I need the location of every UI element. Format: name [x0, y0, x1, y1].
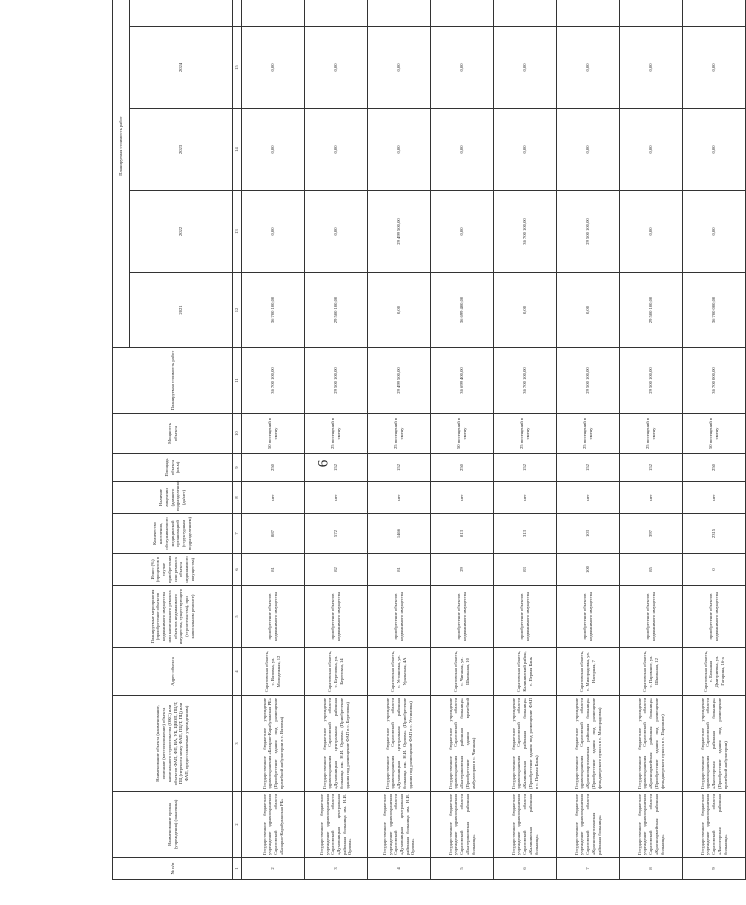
cell-2021: 36 700 000,00 [683, 273, 746, 348]
cell-object: Государственное бюджетное учреждение здравоохранения Саратовской области «Красноармейская районная больница» (Приобретение здания под размещение фельдшерского пункта в с. Паромное) [620, 696, 683, 792]
cell-2021: 0,00 [494, 273, 557, 348]
cell-population: 2315 [683, 514, 746, 554]
cell-2025 [683, 0, 746, 27]
cell-2024: 0,00 [368, 27, 431, 109]
index-cell: 15 [233, 27, 242, 109]
index-cell: 11 [233, 348, 242, 414]
index-cell: 12 [233, 273, 242, 348]
table-row [620, 0, 683, 880]
table-row [242, 0, 305, 880]
cell-wear: 83 [494, 554, 557, 586]
cell-cost: 36 700 000,00 [683, 348, 746, 414]
header-purchase: Планируемые мероприятия (приобретение объектов недвижимого имущества или капитального ремонта объектов недвижимого имущества, существующего (строительства), при капитальном ремонте) [113, 586, 233, 648]
cell-area: 152 [368, 454, 431, 482]
table-row [683, 0, 746, 880]
cell-2021: 29 500 100,00 [305, 273, 368, 348]
header-wear: Износ (%) (процентов в случае приобретения или ремонта объекта недвижимого имущества) [113, 554, 233, 586]
cell-2024: 0,00 [557, 27, 620, 109]
cell-customer: Государственное бюджетное учреждение здравоохранения Саратовской области «Базарно-Карабулакская РБ» [242, 792, 305, 858]
cell-2023: 0,00 [557, 109, 620, 191]
cell-2024: 0,00 [494, 27, 557, 109]
header-planned-group: Планируемая стоимость работ [113, 0, 130, 348]
cell-2025 [305, 0, 368, 27]
index-cell [233, 0, 242, 27]
header-year-2021: 2021 [130, 273, 233, 348]
column-index-row [233, 0, 242, 880]
cell-number: 3 [305, 858, 368, 880]
rotated-table-container [112, 25, 728, 880]
cell-2025 [620, 0, 683, 27]
index-cell: 3 [233, 696, 242, 792]
cell-cost: 36 700 100,00 [494, 348, 557, 414]
cell-2023: 0,00 [368, 109, 431, 191]
cell-address: Саратовская область, с. Устиновка, ул. Уральская, 4А [368, 648, 431, 696]
header-area: Площадь объекта (кв.м) [113, 454, 233, 482]
table-row [368, 0, 431, 880]
cell-license: нет [620, 482, 683, 514]
cell-address: Саратовская область, с. Милорадовка, ул. Нагорная, 7 [557, 648, 620, 696]
cell-2025 [368, 0, 431, 27]
header-year-2024: 2024 [130, 27, 233, 109]
cell-2025 [557, 0, 620, 27]
table-row [431, 0, 494, 880]
header-number: № п/п [113, 858, 233, 880]
cell-2023: 0,00 [683, 109, 746, 191]
cell-area: 152 [557, 454, 620, 482]
cell-2023: 0,00 [620, 109, 683, 191]
cell-cost: 29 500 100,00 [305, 348, 368, 414]
cell-license: нет [494, 482, 557, 514]
cell-license: нет [242, 482, 305, 514]
header-customer: Наименование органа (учреждения) (заказчика) [113, 792, 233, 858]
index-cell: 5 [233, 586, 242, 648]
cell-number: 8 [620, 858, 683, 880]
cell-2022: 0,00 [242, 191, 305, 273]
header-population: Количество населения, обслуживаемого медицинской организацией (структурным подразделением) [113, 514, 233, 554]
header-license: Наличие лицензии (давшего подразделения) (да/нет) [113, 482, 233, 514]
index-cell: 14 [233, 109, 242, 191]
cell-2023: 0,00 [431, 109, 494, 191]
cell-license: нет [368, 482, 431, 514]
cell-cost: 36 700 100,00 [242, 348, 305, 414]
cell-customer: Государственное бюджетное учреждение здравоохранения Саратовской области «Калининская районная больница» [494, 792, 557, 858]
cell-customer: Государственное бюджетное учреждение здравоохранения Саратовской области «Лысогорская районная больница» [683, 792, 746, 858]
cell-license: нет [557, 482, 620, 514]
cell-area: 250 [683, 454, 746, 482]
cell-population: 103 [557, 514, 620, 554]
cell-object: Государственное бюджетное учреждение здравоохранения Саратовской области «Духовницкая центральная районная больница им. Н.И. Орлова» (Приобретение здания под размещение ФАП в с. Устиновка) [368, 696, 431, 792]
cell-purchase: приобретение объектов недвижимого имущества [305, 586, 368, 648]
cell-2025 [242, 0, 305, 27]
cell-cost: 29 500 100,00 [557, 348, 620, 414]
cell-address: Саратовская область, с. Чиганак, ул. Школьная, 10 [431, 648, 494, 696]
cell-wear: 85 [620, 554, 683, 586]
cell-number: 4 [368, 858, 431, 880]
cell-capacity: 50 посещений в смену [242, 414, 305, 454]
index-cell: 7 [233, 514, 242, 554]
cell-object: Государственное бюджетное учреждение здравоохранения «Базарно-Карабулакская РБ» (Приобретение здания под размещение врачебной амбулатории в с. Вязовка) [242, 696, 305, 792]
cell-2022: 36 700 100,00 [494, 191, 557, 273]
cell-address: Саратовская область, с. Паромное, ул. Школьная, 12 [620, 648, 683, 696]
cell-area: 152 [494, 454, 557, 482]
index-cell: 6 [233, 554, 242, 586]
cell-2024: 0,00 [683, 27, 746, 109]
header-row-1 [113, 0, 130, 880]
cell-purchase: приобретение объектов недвижимого имущества [368, 586, 431, 648]
cell-wear: 81 [368, 554, 431, 586]
header-year-2022: 2022 [130, 191, 233, 273]
cell-population: 397 [620, 514, 683, 554]
cell-2023: 0,00 [494, 109, 557, 191]
cell-2022: 0,00 [431, 191, 494, 273]
cell-capacity: 25 посещений в смену [305, 414, 368, 454]
cell-customer: Государственное бюджетное учреждение здравоохранения Саратовской области «Краснопартизанская районная больница» [557, 792, 620, 858]
header-year-2025 [130, 0, 233, 27]
cell-customer: Государственное бюджетное учреждение здравоохранения Саратовской области «Екатериновская районная больница» [431, 792, 494, 858]
cell-2021: 29 500 100,00 [620, 273, 683, 348]
cell-area: 152 [305, 454, 368, 482]
cell-2023: 0,00 [242, 109, 305, 191]
cell-cost: 36 699 400,00 [431, 348, 494, 414]
cell-2022: 0,00 [620, 191, 683, 273]
cell-2023: 0,00 [305, 109, 368, 191]
cell-number: 5 [431, 858, 494, 880]
cell-population: 1466 [368, 514, 431, 554]
cell-license: нет [683, 482, 746, 514]
cell-number: 2 [242, 858, 305, 880]
cell-number: 6 [494, 858, 557, 880]
table-row [557, 0, 620, 880]
index-cell: 10 [233, 414, 242, 454]
cell-area: 250 [431, 454, 494, 482]
index-cell: 4 [233, 648, 242, 696]
cell-2021: 0,00 [368, 273, 431, 348]
cell-population: 313 [494, 514, 557, 554]
cell-area: 152 [620, 454, 683, 482]
cell-2025 [431, 0, 494, 27]
cell-2022: 0,00 [683, 191, 746, 273]
cell-purchase: приобретение объектов недвижимого имущества [494, 586, 557, 648]
cell-object: Государственное бюджетное учреждение здравоохранения Саратовской области «Екатериновская районная больница» (Приобретение здания врачебной амбулатории в с. Чиганак) [431, 696, 494, 792]
cell-purchase: приобретение объектов недвижимого имущества [431, 586, 494, 648]
cell-2025 [494, 0, 557, 27]
cell-customer: Государственное бюджетное учреждение здравоохранения Саратовской области «Красноармейская районная больница» [620, 792, 683, 858]
index-cell: 2 [233, 792, 242, 858]
cell-capacity: 25 посещений в смену [494, 414, 557, 454]
header-object: Наименование объекта (наименование, описание (местоположение) объекта капитального строительства (ОКС) или объектов ФАП, ФП, ВА, УБ, ЦВОП, ПЦ/Т, ПЦ (переноса межу ФАП, ПЦ/Т, ПЦ) или ФАП, предоставляемые учреждениям) [113, 696, 233, 792]
cell-2024: 0,00 [431, 27, 494, 109]
cell-purchase: приобретение объектов недвижимого имущества [620, 586, 683, 648]
cell-capacity: 50 посещений в смену [683, 414, 746, 454]
cell-purchase: приобретение объектов недвижимого имущества [683, 586, 746, 648]
cell-object: Государственное бюджетное учреждение здравоохранения Саратовской области «Лысогорская районная больница» (Приобретение здания под размещение врачебной амбулатории) [683, 696, 746, 792]
cell-number: 7 [557, 858, 620, 880]
cell-wear: 29 [431, 554, 494, 586]
cell-wear: 0 [683, 554, 746, 586]
cell-capacity: 25 посещений в смену [368, 414, 431, 454]
cell-area: 250 [242, 454, 305, 482]
index-cell: 9 [233, 454, 242, 482]
cell-2024: 0,00 [242, 27, 305, 109]
cell-2024: 0,00 [620, 27, 683, 109]
cell-2021: 36 700 100,00 [242, 273, 305, 348]
cell-customer: Государственное бюджетное учреждение здравоохранения Саратовской области «Духовницкая центральная районная больница им. Н.И. Орлова» [368, 792, 431, 858]
header-year-2023: 2023 [130, 109, 233, 191]
cell-address: Саратовская область, с. Вязовка, ул. Молодежная, 12 [242, 648, 305, 696]
cell-license: нет [305, 482, 368, 514]
index-cell: 13 [233, 191, 242, 273]
header-address: Адрес объекта [113, 648, 233, 696]
cell-population: 572 [305, 514, 368, 554]
planning-table [112, 0, 746, 880]
header-cost: Планируемая стоимость работ [113, 348, 233, 414]
cell-license: нет [431, 482, 494, 514]
cell-2022: 29 500 100,00 [557, 191, 620, 273]
cell-purchase: приобретение объектов недвижимого имущества [557, 586, 620, 648]
cell-capacity: 25 посещений в смену [620, 414, 683, 454]
cell-capacity: 25 посещений в смену [557, 414, 620, 454]
cell-2021: 36 699 400,00 [431, 273, 494, 348]
cell-2024: 0,00 [305, 27, 368, 109]
cell-address: Саратовская область, Калининский район, с. Первая Бань [494, 648, 557, 696]
cell-capacity: 50 посещений в смену [431, 414, 494, 454]
cell-2022: 29 499 500,00 [368, 191, 431, 273]
cell-population: 887 [242, 514, 305, 554]
page-number: 6 [315, 459, 332, 468]
cell-object: Государственное бюджетное учреждение здравоохранения Саратовской области «Духовницкая центральная районная больница им. Н.И. Орлова» (Приобретение здания под размещение ФАП в с. Березовка) [305, 696, 368, 792]
cell-2022: 0,00 [305, 191, 368, 273]
cell-2021: 0,00 [557, 273, 620, 348]
cell-cost: 29 499 500,00 [368, 348, 431, 414]
cell-wear: 82 [305, 554, 368, 586]
cell-number: 9 [683, 858, 746, 880]
cell-purchase: приобретение объектов недвижимого имущества [242, 586, 305, 648]
cell-cost: 29 500 100,00 [620, 348, 683, 414]
cell-wear: 100 [557, 554, 620, 586]
cell-object: Государственное бюджетное учреждение здравоохранения Саратовской области «Калининская районная больница» (Приобретение здания под размещение ФАП в с. Первая Бань) [494, 696, 557, 792]
header-capacity: Мощность объекта [113, 414, 233, 454]
index-cell: 8 [233, 482, 242, 514]
table-body [242, 0, 746, 880]
index-cell: 1 [233, 858, 242, 880]
cell-address: Саратовская область, с. Большая Дмитриевка, ул. Гагарина, 16-а [683, 648, 746, 696]
table-row [305, 0, 368, 880]
cell-wear: 81 [242, 554, 305, 586]
cell-customer: Государственное бюджетное учреждение здравоохранения Саратовской области «Духовницкая центральная районная больница им. Н.И. Орлова» [305, 792, 368, 858]
cell-address: Саратовская область, с. Березовка, ул. Береговая, 14 [305, 648, 368, 696]
table-row [494, 0, 557, 880]
cell-object: Государственное бюджетное учреждение здравоохранения Саратовской области «Краснопартизанская районная больница» (Приобретение здания под размещение фельдшерского пункта в с. Милорадовка) [557, 696, 620, 792]
cell-population: 813 [431, 514, 494, 554]
